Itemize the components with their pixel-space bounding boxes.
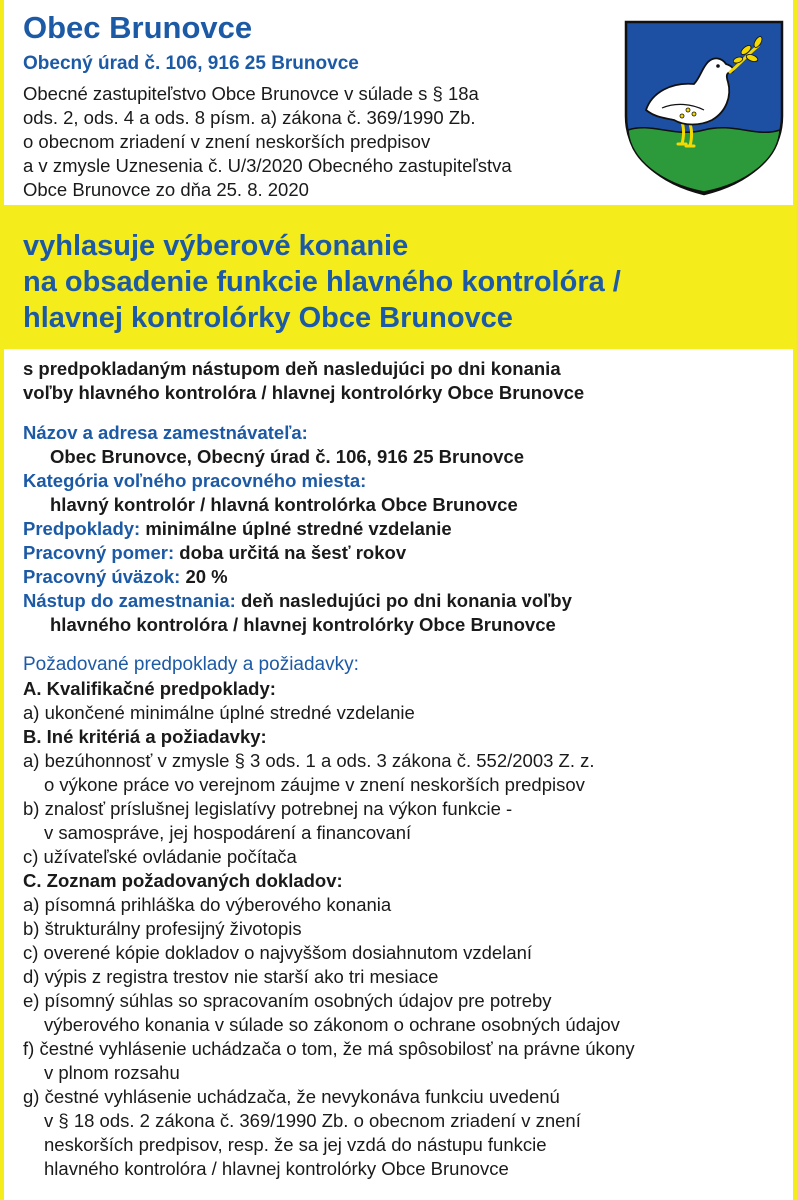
section-b-heading: B. Iné kritériá a požiadavky: <box>23 726 267 747</box>
requirements-heading: Požadované predpoklady a požiadavky: <box>23 654 359 675</box>
banner-line: vyhlasuje výberové konanie <box>23 230 409 262</box>
banner-heading <box>23 228 621 336</box>
banner-line: na obsadenie funkcie hlavného kontrolóra / <box>23 266 621 298</box>
employment-relation-label: Pracovný pomer: <box>23 542 175 563</box>
section-c-heading: C. Zoznam požadovaných dokladov: <box>23 870 343 891</box>
start-row <box>23 590 572 612</box>
category-label: Kategória voľného pracovného miesta: <box>23 470 367 491</box>
section-c-line: f) čestné vyhlásenie uchádzača o tom, že má spôsobilosť na právne úkony <box>23 1038 635 1059</box>
section-c-line: neskorších predpisov, resp. že sa jej vzdá do nástupu funkcie <box>44 1134 547 1155</box>
workload-label: Pracovný úväzok: <box>23 566 181 587</box>
section-c-line: výberového konania v súlade so zákonom o ochrane osobných údajov <box>44 1014 620 1035</box>
section-c-line: hlavného kontrolóra / hlavnej kontrolórky Obce Brunovce <box>44 1158 509 1179</box>
prerequisites-value: minimálne úplné stredné vzdelanie <box>145 518 452 539</box>
page-title: Obec Brunovce <box>23 10 253 45</box>
section-c-line: e) písomný súhlas so spracovaním osobných údajov pre potreby <box>23 990 552 1011</box>
section-c-line: v plnom rozsahu <box>44 1062 180 1083</box>
office-address: Obecný úrad č. 106, 916 25 Brunovce <box>23 53 359 74</box>
section-c-line: d) výpis z registra trestov nie starší ako tri mesiace <box>23 966 439 987</box>
employer-value: Obec Brunovce, Obecný úrad č. 106, 916 25 Brunovce <box>50 446 525 467</box>
section-c-line: v § 18 ods. 2 zákona č. 369/1990 Zb. o obecnom zriadení v znení <box>44 1110 581 1131</box>
section-a-item: a) ukončené minimálne úplné stredné vzdelanie <box>23 702 415 723</box>
intro-line: Obecné zastupiteľstvo Obce Brunovce v súlade s § 18a <box>23 83 479 104</box>
lead-line: voľby hlavného kontrolóra / hlavnej kontrolórky Obce Brunovce <box>23 382 585 403</box>
lead-line: s predpokladaným nástupom deň nasledujúci po dni konania <box>23 358 561 379</box>
prerequisites-label: Predpoklady: <box>23 518 141 539</box>
section-c-line: c) overené kópie dokladov o najvyššom dosiahnutom vzdelaní <box>23 942 533 963</box>
section-b-line: a) bezúhonnosť v zmysle § 3 ods. 1 a ods. 3 zákona č. 552/2003 Z. z. <box>23 750 595 771</box>
section-b-line: o výkone práce vo verejnom záujme v znení neskorších predpisov <box>44 774 585 795</box>
intro-paragraph <box>23 82 613 202</box>
intro-line: o obecnom zriadení v znení neskorších predpisov <box>23 131 431 152</box>
section-c-line: a) písomná prihláška do výberového konania <box>23 894 392 915</box>
announcement-banner <box>4 205 793 349</box>
start-label: Nástup do zamestnania: <box>23 590 236 611</box>
start-value-continued: hlavného kontrolóra / hlavnej kontrolórky Obce Brunovce <box>50 614 556 635</box>
employment-relation-row <box>23 542 406 564</box>
section-b-line: c) užívateľské ovládanie počítača <box>23 846 297 867</box>
prerequisites-row <box>23 518 452 540</box>
intro-line: ods. 2, ods. 4 a ods. 8 písm. a) zákona č. 369/1990 Zb. <box>23 107 476 128</box>
intro-line: Obce Brunovce zo dňa 25. 8. 2020 <box>23 179 309 200</box>
section-a-heading: A. Kvalifikačné predpoklady: <box>23 678 276 699</box>
section-c-line: b) štrukturálny profesijný životopis <box>23 918 302 939</box>
intro-line: a v zmysle Uznesenia č. U/3/2020 Obecného zastupiteľstva <box>23 155 512 176</box>
banner-line: hlavnej kontrolórky Obce Brunovce <box>23 302 513 334</box>
coat-of-arms-icon <box>622 18 786 196</box>
workload-row <box>23 566 228 588</box>
section-c-line: g) čestné vyhlásenie uchádzača, že nevykonáva funkciu uvedenú <box>23 1086 560 1107</box>
workload-value: 20 % <box>185 566 228 587</box>
section-b-line: b) znalosť príslušnej legislatívy potrebnej na výkon funkcie - <box>23 798 513 819</box>
start-value: deň nasledujúci po dni konania voľby <box>240 590 572 611</box>
section-b-line: v samospráve, jej hospodárení a financovaní <box>44 822 412 843</box>
employer-label: Názov a adresa zamestnávateľa: <box>23 422 308 443</box>
header <box>4 0 793 200</box>
employment-relation-value: doba určitá na šesť rokov <box>179 542 407 563</box>
category-value: hlavný kontrolór / hlavná kontrolórka Obce Brunovce <box>50 494 518 515</box>
